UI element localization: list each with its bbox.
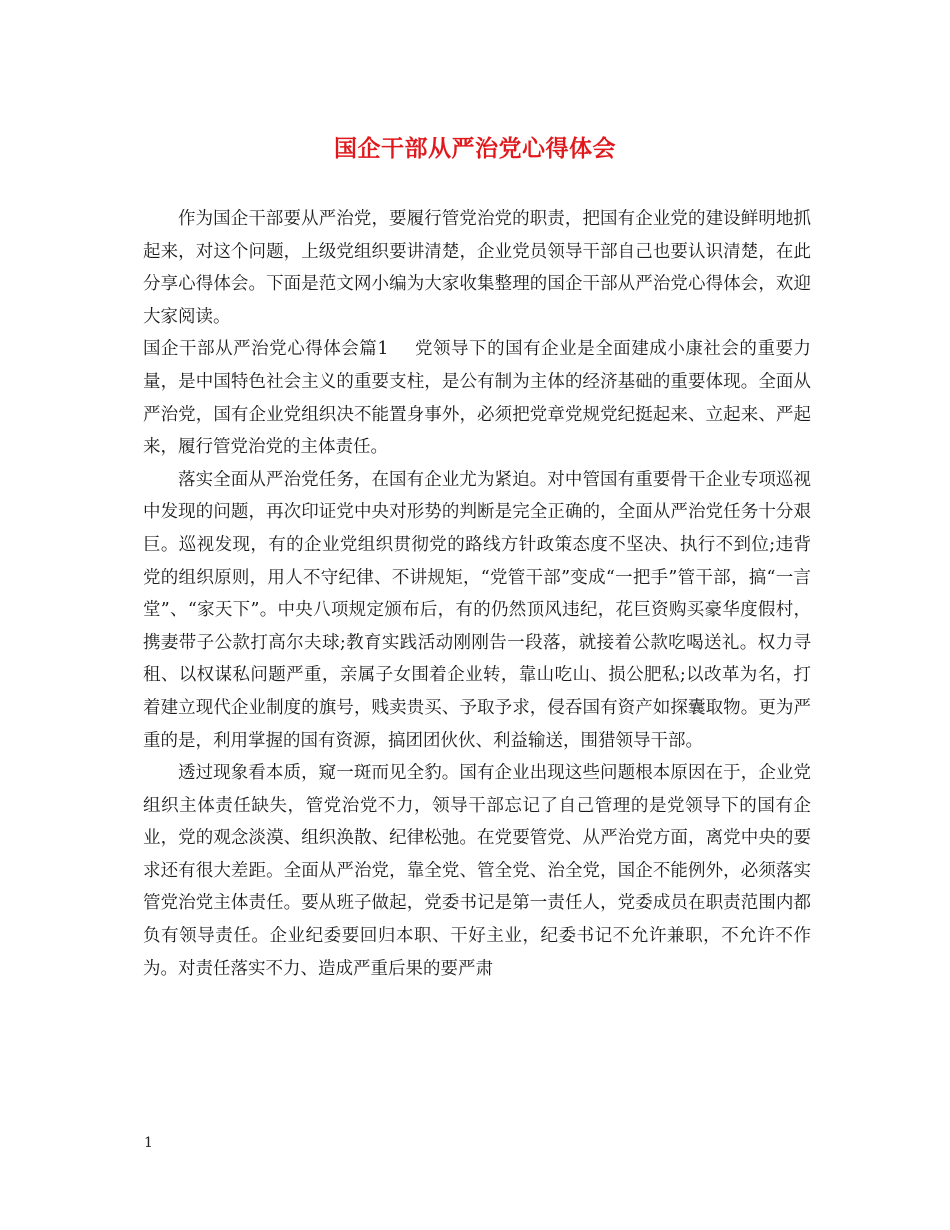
section-1-first-paragraph <box>143 333 811 463</box>
section-1-paragraph-3: 透过现象看本质，窥一斑而见全豹。国有企业出现这些问题根本原因在于，企业党组织主体责任缺失，管党治党不力，领导干部忘记了自己管理的是党领导下的国有企业，党的观念淡漠、组织涣散、纪律松弛。在党要管党、从严治党方面，离党中央的要求还有很大差距。全面从严治党，靠全党、管全党、治全党，国企不能例外，必须落实管党治党主体责任。要从班子做起，党委书记是第一责任人，党委成员在职责范围内都负有领导责任。企业纪委要回归本职、干好主业，纪委书记不允许兼职，不允许不作为。对责任落实不力、造成严重后果的要严肃 <box>143 763 811 979</box>
document-body <box>143 203 811 985</box>
page-number: 1 <box>144 1135 153 1151</box>
document-title: 国企干部从严治党心得体会 <box>334 135 616 162</box>
section-1-paragraph-2: 落实全面从严治党任务，在国有企业尤为紧迫。对中管国有重要骨干企业专项巡视中发现的问题，再次印证党中央对形势的判断是完全正确的，全面从严治党任务十分艰巨。巡视发现，有的企业党组织贯彻党的路线方针政策态度不坚决、执行不到位;违背党的组织原则，用人不守纪律、不讲规矩，“党管干部”变成“一把手”管干部，搞“一言堂”、“家天下”。中央八项规定颁布后，有的仍然顶风违纪，花巨资购买豪华度假村，携妻带子公款打高尔夫球;教育实践活动刚刚告一段落，就接着公款吃喝送礼。权力寻租、以权谋私问题严重，亲属子女围着企业转，靠山吃山、损公肥私;以改革为名，打着建立现代企业制度的旗号，贱卖贵买、予取予求，侵吞国有资产如探囊取物。更为严重的是，利用掌握的国有资源，搞团团伙伙、利益输送，围猎领导干部。 <box>143 469 811 751</box>
section-1-paragraph-1-text: 党领导下的国有企业是全面建成小康社会的重要力量，是中国特色社会主义的重要支柱，是公有制为主体的经济基础的重要体现。全面从严治党，国有企业党组织决不能置身事外，必须把党章党规党纪挺起来、立起来、严起来，履行管党治党的主体责任。 <box>143 339 811 458</box>
intro-paragraph: 作为国企干部要从严治党，要履行管党治党的职责，把国有企业党的建设鲜明地抓起来，对这个问题，上级党组织要讲清楚，企业党员领导干部自己也要认识清楚，在此分享心得体会。下面是范文网小编为大家收集整理的国企干部从严治党心得体会，欢迎大家阅读。 <box>143 209 811 327</box>
section-heading: 国企干部从严治党心得体会篇1 <box>143 339 389 360</box>
